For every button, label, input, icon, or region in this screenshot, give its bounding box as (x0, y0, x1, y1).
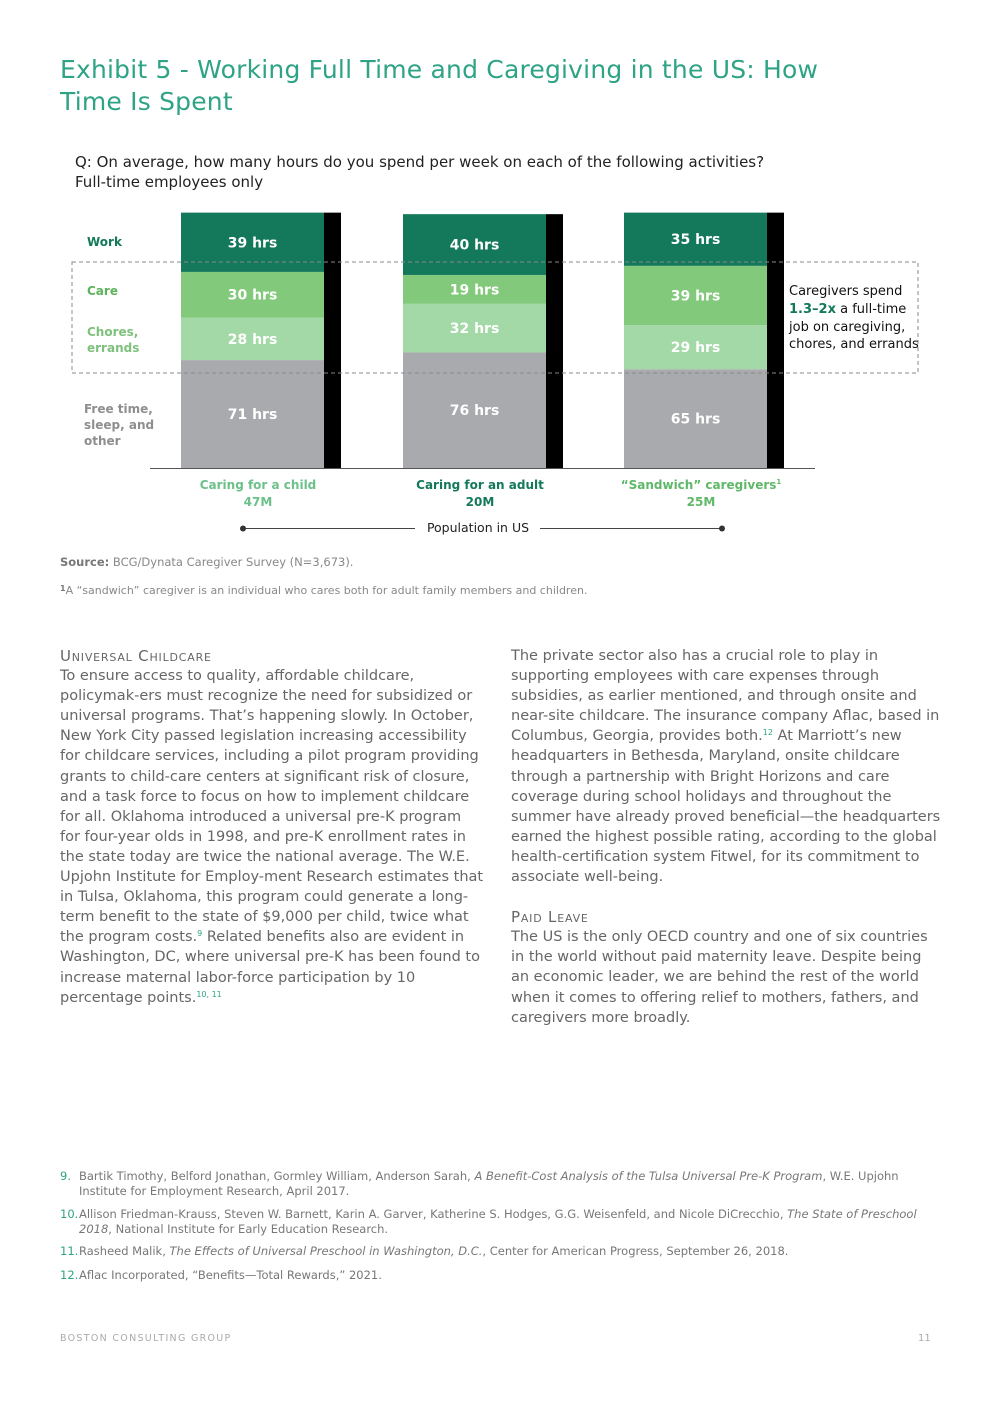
bar-value-label: 39 hrs (670, 288, 721, 305)
reference-item (60, 1268, 930, 1284)
private-sector-paragraph (511, 646, 941, 887)
category-labels (200, 478, 782, 509)
reference-text: Allison Friedman-Krauss, Steven W. Barnett, Karin A. Garver, Katherine S. Hodges, G.G. Weisenfeld, and Nicole DiCrecchio, The State of Preschool 2018, National Institute for Early Education Research. (79, 1207, 917, 1236)
reference-text: Bartik Timothy, Belford Jonathan, Gormley William, Anderson Sarah, A Benefit-Cost Analysis of the Tulsa Universal Pre-K Program, W.E. Upjohn Institute for Employment Research, April 2017. (79, 1169, 899, 1198)
bar-value-label: 71 hrs (227, 407, 278, 424)
page-title: Exhibit 5 - Working Full Time and Caregiving in the US: How Time Is Spent (60, 55, 819, 116)
childcare-text-2: Related benefits also are evident in Washington, DC, where universal pre-K has been found to increase maternal labor-force participation by 10 percentage points. (60, 929, 480, 1006)
population-axis (240, 520, 725, 535)
footnote-text: A “sandwich” caregiver is an individual who cares both for adult family members and children. (65, 584, 588, 597)
bar-value-label: 28 hrs (227, 331, 278, 348)
source-label: Source: (60, 555, 110, 569)
source-note (60, 555, 353, 569)
ref-9-link[interactable]: 9 (197, 929, 203, 939)
reference-item (60, 1169, 930, 1201)
category-label: “Sandwich” caregivers$^1$ (620, 478, 782, 492)
bar-shadow-edge (767, 213, 784, 468)
paid-leave-paragraph: The US is the only OECD country and one of six countries in the world without paid maternity leave. Despite being an economic leader, we are behind the rest of the world when it comes to offering relief to mothers, fathers, and caregivers more broadly. (511, 929, 928, 1026)
population-value: 25M (686, 495, 716, 509)
axis-end-dot (719, 526, 725, 532)
source-text: BCG/Dynata Caregiver Survey (N=3,673). (112, 555, 354, 569)
question-subtext: Full-time employees only (75, 173, 264, 191)
childcare-paragraph (60, 666, 485, 1008)
bar-shadow-edge (324, 213, 341, 468)
category-label: Caring for a child (199, 478, 317, 492)
bar-shadow-edge (546, 214, 563, 468)
reference-number: 10. (60, 1207, 79, 1221)
bar-value-label: 29 hrs (670, 340, 721, 357)
bar-value-label: 40 hrs (449, 237, 500, 254)
right-column (511, 646, 941, 1028)
chart-footnote (60, 584, 587, 597)
reference-text: Rasheed Malik, The Effects of Universal Preschool in Washington, D.C., Center for American Progress, September 26, 2018. (79, 1244, 789, 1258)
row-label: Free time, sleep, and other (84, 402, 155, 448)
reference-number: 12. (60, 1268, 79, 1282)
population-value: 47M (243, 495, 273, 509)
footer-brand: BOSTON CONSULTING GROUP (60, 1333, 232, 1344)
axis-end-dot (240, 526, 246, 532)
row-label: Chores, errands (87, 325, 140, 355)
bar-value-label: 65 hrs (670, 411, 721, 428)
ref-12-link[interactable]: 12 (762, 728, 773, 738)
callout-text: Caregivers spend (789, 284, 903, 299)
axis-label: Population in US (426, 520, 530, 535)
callout-text: job on caregiving, (789, 320, 906, 335)
page-number: 11 (918, 1333, 931, 1344)
callout-text: chores, and errands (789, 337, 919, 352)
row-label: Work (87, 235, 122, 249)
stacked-bar-chart (0, 200, 992, 545)
reference-text: Aflac Incorporated, “Benefits—Total Rewards,” 2021. (79, 1268, 382, 1282)
bar-value-label: 30 hrs (227, 287, 278, 304)
reference-item (60, 1244, 930, 1260)
population-value: 20M (465, 495, 495, 509)
bar-value-label: 19 hrs (449, 282, 500, 299)
childcare-text-1: To ensure access to quality, affordable childcare, policymak-ers must recognize the need for subsidized or universal programs. That’s happening slowly. In October, New York City passed legislation increasing accessibility for childcare services, including a pilot program providing grants to child-care centers at significant risk of closure, and a task force to focus on how to implement childcare for all. Oklahoma introduced a universal pre-K program for four-year olds in 1998, and pre-K enrollment rates in the state today are twice the national average. The W.E. Upjohn Institute for Employ-ment Research estimates that in Tulsa, Oklahoma, this program could generate a long-term benefit to the state of $9,000 per child, twice what the program costs. (60, 668, 484, 946)
survey-question (75, 152, 764, 192)
bar-value-label: 32 hrs (449, 321, 500, 338)
section-heading-childcare: Universal Childcare (60, 647, 212, 665)
question-text: Q: On average, how many hours do you spend per week on each of the following activities? (75, 153, 765, 171)
callout-text: 1.3–2x a full-time (789, 302, 907, 317)
category-label: Caring for an adult (416, 478, 544, 492)
section-heading-paid-leave: Paid Leave (511, 908, 589, 927)
reference-number: 9. (60, 1169, 71, 1183)
bars-layer (150, 213, 815, 469)
bar-value-label: 35 hrs (670, 232, 721, 249)
row-labels (84, 235, 154, 448)
ref-10-11-link[interactable]: 10, 11 (196, 989, 222, 999)
row-label: Care (87, 284, 118, 298)
bar-value-label: 39 hrs (227, 235, 278, 252)
reference-item (60, 1207, 930, 1239)
private-sector-text-2: At Marriott’s new headquarters in Bethesda, Maryland, onsite childcare through a partnership with Bright Horizons and care coverage during school holidays and throughout the summer have already proved beneficial—the headquarters earned the highest possible rating, according to the global health-certification system Fitwel, for its commitment to associate well-being. (511, 728, 941, 886)
footnote-number: 1 (60, 584, 66, 593)
bar-value-label: 76 hrs (449, 403, 500, 420)
private-sector-text-1: The private sector also has a crucial role to play in supporting employees with care expenses through subsidies, as earlier mentioned, and through onsite and near-site childcare. The insurance company Aflac, based in Columbus, Georgia, provides both. (511, 648, 940, 745)
left-column (60, 646, 485, 1008)
reference-number: 11. (60, 1244, 79, 1258)
